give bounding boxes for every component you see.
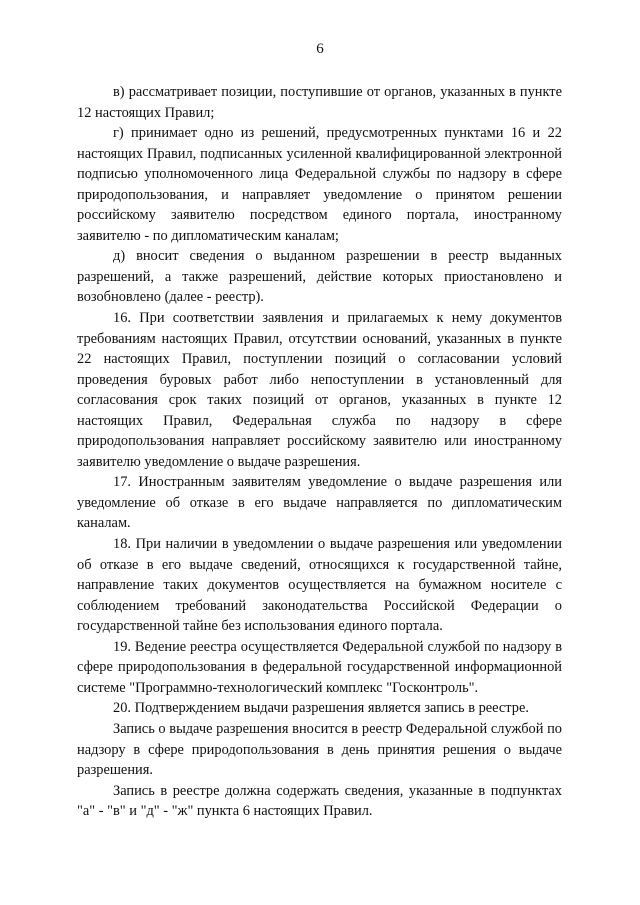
paragraph-item-g: г) принимает одно из решений, предусмотренных пунктами 16 и 22 настоящих Правил, подписанных усиленной квалифицированной электронной подписью уполномоченного лица Федеральной службы по надзору в сфере природопользования, и направляет уведомление о принятом решении российскому заявителю посредством единого портала, иностранному заявителю - по дипломатическим каналам;	[77, 125, 562, 244]
document-body	[77, 82, 562, 822]
paragraph-point-20-content: Запись в реестре должна содержать сведения, указанные в подпунктах "а" - "в" и "д" - "ж" пункта 6 настоящих Правил.	[77, 782, 562, 820]
paragraph-point-16: 16. При соответствии заявления и прилагаемых к нему документов требованиям настоящих Правил, отсутствии оснований, указанных в пункте 22 настоящих Правил, поступлении позиций о согласовании условий проведения буровых работ либо непоступлении в установленный для согласования срок таких позиций от органов, указанных в пункте 12 настоящих Правил, Федеральная служба по надзору в сфере природопользования направляет российскому заявителю или иностранному заявителю уведомление о выдаче разрешения.	[77, 310, 562, 470]
paragraph-item-v: в) рассматривает позиции, поступившие от органов, указанных в пункте 12 настоящих Правил;	[77, 84, 562, 121]
paragraph-point-19: 19. Ведение реестра осуществляется Федеральной службой по надзору в сфере природопользования в федеральной государственной информационной системе "Программно-технологический комплекс "Госконтроль".	[77, 638, 562, 696]
page-number: 6	[316, 41, 324, 57]
paragraph-point-17: 17. Иностранным заявителям уведомление о выдаче разрешения или уведомление об отказе в его выдаче направляется по дипломатическим каналам.	[77, 474, 562, 532]
paragraph-point-20: 20. Подтверждением выдачи разрешения является запись в реестре.	[113, 700, 529, 717]
paragraph-item-d: д) вносит сведения о выданном разрешении в реестр выданных разрешений, а также разрешений, действие которых приостановлено и возобновлено (далее - реестр).	[77, 248, 562, 306]
paragraph-point-20-entry: Запись о выдаче разрешения вносится в реестр Федеральной службой по надзору в сфере природопользования в день принятия решения о выдаче разрешения.	[77, 720, 562, 779]
paragraph-point-18: 18. При наличии в уведомлении о выдаче разрешения или уведомлении об отказе в его выдаче сведений, относящихся к государственной тайне, направление таких документов осуществляется на бумажном носителе с соблюдением требований законодательства Российской Федерации о государственной тайне без использования единого портала.	[77, 536, 562, 635]
